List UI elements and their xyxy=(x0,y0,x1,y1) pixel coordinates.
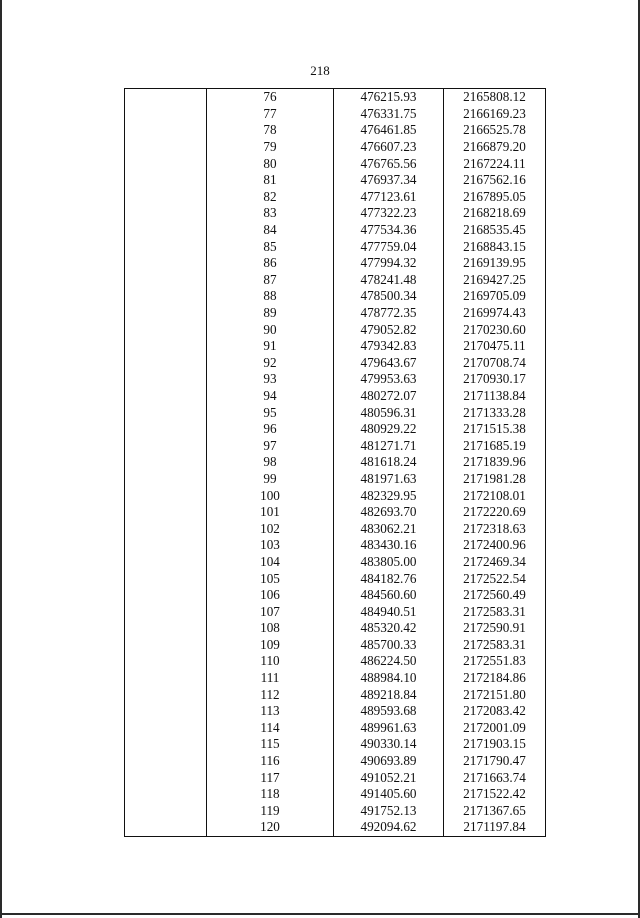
empty-cell xyxy=(125,189,207,206)
y-coordinate-cell: 2172083.42 xyxy=(444,703,546,720)
table-row xyxy=(125,570,546,587)
table-row xyxy=(125,603,546,620)
empty-cell xyxy=(125,106,207,123)
table-row xyxy=(125,454,546,471)
table-row xyxy=(125,172,546,189)
y-coordinate-cell: 2171138.84 xyxy=(444,388,546,405)
x-coordinate-cell: 491752.13 xyxy=(334,803,444,820)
point-number-cell: 114 xyxy=(207,720,334,737)
x-coordinate-cell: 478500.34 xyxy=(334,288,444,305)
point-number-cell: 115 xyxy=(207,736,334,753)
table-row xyxy=(125,106,546,123)
table-row xyxy=(125,238,546,255)
point-number-cell: 103 xyxy=(207,537,334,554)
table-row xyxy=(125,520,546,537)
empty-cell xyxy=(125,720,207,737)
point-number-cell: 88 xyxy=(207,288,334,305)
x-coordinate-cell: 484560.60 xyxy=(334,587,444,604)
table-row xyxy=(125,720,546,737)
x-coordinate-cell: 482693.70 xyxy=(334,504,444,521)
x-coordinate-cell: 479342.83 xyxy=(334,338,444,355)
y-coordinate-cell: 2172400.96 xyxy=(444,537,546,554)
y-coordinate-cell: 2172583.31 xyxy=(444,637,546,654)
y-coordinate-cell: 2170230.60 xyxy=(444,321,546,338)
table-row xyxy=(125,321,546,338)
table-row xyxy=(125,554,546,571)
y-coordinate-cell: 2172590.91 xyxy=(444,620,546,637)
empty-cell xyxy=(125,222,207,239)
x-coordinate-cell: 477759.04 xyxy=(334,238,444,255)
x-coordinate-cell: 482329.95 xyxy=(334,487,444,504)
point-number-cell: 110 xyxy=(207,653,334,670)
x-coordinate-cell: 476215.93 xyxy=(334,89,444,106)
y-coordinate-cell: 2172108.01 xyxy=(444,487,546,504)
point-number-cell: 93 xyxy=(207,371,334,388)
point-number-cell: 90 xyxy=(207,321,334,338)
empty-cell xyxy=(125,487,207,504)
point-number-cell: 79 xyxy=(207,139,334,156)
table-row xyxy=(125,437,546,454)
point-number-cell: 82 xyxy=(207,189,334,206)
empty-cell xyxy=(125,404,207,421)
table-row xyxy=(125,305,546,322)
coordinates-table xyxy=(124,88,546,837)
empty-cell xyxy=(125,338,207,355)
table-row xyxy=(125,338,546,355)
x-coordinate-cell: 483430.16 xyxy=(334,537,444,554)
point-number-cell: 76 xyxy=(207,89,334,106)
point-number-cell: 111 xyxy=(207,670,334,687)
x-coordinate-cell: 476461.85 xyxy=(334,122,444,139)
y-coordinate-cell: 2172469.34 xyxy=(444,554,546,571)
table-row xyxy=(125,371,546,388)
point-number-cell: 100 xyxy=(207,487,334,504)
point-number-cell: 109 xyxy=(207,637,334,654)
y-coordinate-cell: 2166525.78 xyxy=(444,122,546,139)
empty-cell xyxy=(125,554,207,571)
y-coordinate-cell: 2171522.42 xyxy=(444,786,546,803)
point-number-cell: 77 xyxy=(207,106,334,123)
empty-cell xyxy=(125,89,207,106)
y-coordinate-cell: 2167895.05 xyxy=(444,189,546,206)
x-coordinate-cell: 484940.51 xyxy=(334,603,444,620)
x-coordinate-cell: 490693.89 xyxy=(334,753,444,770)
y-coordinate-cell: 2172001.09 xyxy=(444,720,546,737)
empty-cell xyxy=(125,139,207,156)
empty-cell xyxy=(125,388,207,405)
empty-cell xyxy=(125,305,207,322)
table-row xyxy=(125,637,546,654)
table-row xyxy=(125,272,546,289)
table-row xyxy=(125,803,546,820)
y-coordinate-cell: 2168535.45 xyxy=(444,222,546,239)
coordinates-table-body xyxy=(125,89,546,837)
table-row xyxy=(125,703,546,720)
empty-cell xyxy=(125,205,207,222)
table-row xyxy=(125,155,546,172)
table-row xyxy=(125,686,546,703)
point-number-cell: 101 xyxy=(207,504,334,521)
point-number-cell: 105 xyxy=(207,570,334,587)
table-row xyxy=(125,222,546,239)
y-coordinate-cell: 2166879.20 xyxy=(444,139,546,156)
empty-cell xyxy=(125,769,207,786)
table-row xyxy=(125,504,546,521)
y-coordinate-cell: 2171903.15 xyxy=(444,736,546,753)
table-row xyxy=(125,670,546,687)
point-number-cell: 94 xyxy=(207,388,334,405)
empty-cell xyxy=(125,454,207,471)
empty-cell xyxy=(125,570,207,587)
point-number-cell: 102 xyxy=(207,520,334,537)
point-number-cell: 107 xyxy=(207,603,334,620)
y-coordinate-cell: 2167562.16 xyxy=(444,172,546,189)
table-row xyxy=(125,139,546,156)
y-coordinate-cell: 2169974.43 xyxy=(444,305,546,322)
y-coordinate-cell: 2170475.11 xyxy=(444,338,546,355)
table-row xyxy=(125,620,546,637)
x-coordinate-cell: 489218.84 xyxy=(334,686,444,703)
point-number-cell: 87 xyxy=(207,272,334,289)
y-coordinate-cell: 2165808.12 xyxy=(444,89,546,106)
point-number-cell: 120 xyxy=(207,819,334,836)
y-coordinate-cell: 2171685.19 xyxy=(444,437,546,454)
table-row xyxy=(125,653,546,670)
y-coordinate-cell: 2170708.74 xyxy=(444,355,546,372)
empty-cell xyxy=(125,753,207,770)
table-row xyxy=(125,537,546,554)
x-coordinate-cell: 477994.32 xyxy=(334,255,444,272)
x-coordinate-cell: 480929.22 xyxy=(334,421,444,438)
table-row xyxy=(125,587,546,604)
table-row xyxy=(125,753,546,770)
empty-cell xyxy=(125,172,207,189)
y-coordinate-cell: 2169139.95 xyxy=(444,255,546,272)
x-coordinate-cell: 491405.60 xyxy=(334,786,444,803)
point-number-cell: 98 xyxy=(207,454,334,471)
point-number-cell: 95 xyxy=(207,404,334,421)
x-coordinate-cell: 478241.48 xyxy=(334,272,444,289)
table-row xyxy=(125,769,546,786)
x-coordinate-cell: 477322.23 xyxy=(334,205,444,222)
empty-cell xyxy=(125,238,207,255)
y-coordinate-cell: 2171197.84 xyxy=(444,819,546,836)
point-number-cell: 112 xyxy=(207,686,334,703)
x-coordinate-cell: 481271.71 xyxy=(334,437,444,454)
empty-cell xyxy=(125,272,207,289)
empty-cell xyxy=(125,504,207,521)
x-coordinate-cell: 489593.68 xyxy=(334,703,444,720)
point-number-cell: 80 xyxy=(207,155,334,172)
point-number-cell: 84 xyxy=(207,222,334,239)
table-row xyxy=(125,786,546,803)
point-number-cell: 78 xyxy=(207,122,334,139)
empty-cell xyxy=(125,421,207,438)
empty-cell xyxy=(125,786,207,803)
y-coordinate-cell: 2171367.65 xyxy=(444,803,546,820)
y-coordinate-cell: 2166169.23 xyxy=(444,106,546,123)
table-row xyxy=(125,288,546,305)
empty-cell xyxy=(125,686,207,703)
empty-cell xyxy=(125,437,207,454)
x-coordinate-cell: 476331.75 xyxy=(334,106,444,123)
point-number-cell: 119 xyxy=(207,803,334,820)
empty-cell xyxy=(125,620,207,637)
y-coordinate-cell: 2172551.83 xyxy=(444,653,546,670)
x-coordinate-cell: 478772.35 xyxy=(334,305,444,322)
empty-cell xyxy=(125,670,207,687)
page-edge-bottom xyxy=(0,913,640,915)
table-row xyxy=(125,388,546,405)
empty-cell xyxy=(125,371,207,388)
table-row xyxy=(125,819,546,836)
table-row xyxy=(125,189,546,206)
y-coordinate-cell: 2172560.49 xyxy=(444,587,546,604)
y-coordinate-cell: 2171663.74 xyxy=(444,769,546,786)
empty-cell xyxy=(125,803,207,820)
empty-cell xyxy=(125,603,207,620)
point-number-cell: 96 xyxy=(207,421,334,438)
empty-cell xyxy=(125,587,207,604)
point-number-cell: 92 xyxy=(207,355,334,372)
point-number-cell: 81 xyxy=(207,172,334,189)
x-coordinate-cell: 486224.50 xyxy=(334,653,444,670)
y-coordinate-cell: 2171515.38 xyxy=(444,421,546,438)
x-coordinate-cell: 476765.56 xyxy=(334,155,444,172)
x-coordinate-cell: 485700.33 xyxy=(334,637,444,654)
table-row xyxy=(125,89,546,106)
x-coordinate-cell: 491052.21 xyxy=(334,769,444,786)
table-row xyxy=(125,255,546,272)
x-coordinate-cell: 484182.76 xyxy=(334,570,444,587)
empty-cell xyxy=(125,471,207,488)
y-coordinate-cell: 2171790.47 xyxy=(444,753,546,770)
table-row xyxy=(125,487,546,504)
point-number-cell: 106 xyxy=(207,587,334,604)
point-number-cell: 85 xyxy=(207,238,334,255)
y-coordinate-cell: 2172151.80 xyxy=(444,686,546,703)
x-coordinate-cell: 488984.10 xyxy=(334,670,444,687)
empty-cell xyxy=(125,321,207,338)
y-coordinate-cell: 2172522.54 xyxy=(444,570,546,587)
y-coordinate-cell: 2168843.15 xyxy=(444,238,546,255)
empty-cell xyxy=(125,355,207,372)
empty-cell xyxy=(125,819,207,836)
empty-cell xyxy=(125,653,207,670)
y-coordinate-cell: 2172583.31 xyxy=(444,603,546,620)
empty-cell xyxy=(125,736,207,753)
x-coordinate-cell: 477123.61 xyxy=(334,189,444,206)
table-row xyxy=(125,205,546,222)
empty-cell xyxy=(125,155,207,172)
empty-cell xyxy=(125,537,207,554)
x-coordinate-cell: 490330.14 xyxy=(334,736,444,753)
y-coordinate-cell: 2172318.63 xyxy=(444,520,546,537)
y-coordinate-cell: 2172220.69 xyxy=(444,504,546,521)
y-coordinate-cell: 2171333.28 xyxy=(444,404,546,421)
empty-cell xyxy=(125,637,207,654)
point-number-cell: 91 xyxy=(207,338,334,355)
table-row xyxy=(125,736,546,753)
x-coordinate-cell: 483805.00 xyxy=(334,554,444,571)
y-coordinate-cell: 2171981.28 xyxy=(444,471,546,488)
x-coordinate-cell: 481971.63 xyxy=(334,471,444,488)
table-row xyxy=(125,122,546,139)
x-coordinate-cell: 479052.82 xyxy=(334,321,444,338)
empty-cell xyxy=(125,255,207,272)
y-coordinate-cell: 2169705.09 xyxy=(444,288,546,305)
x-coordinate-cell: 476607.23 xyxy=(334,139,444,156)
x-coordinate-cell: 477534.36 xyxy=(334,222,444,239)
x-coordinate-cell: 483062.21 xyxy=(334,520,444,537)
x-coordinate-cell: 479643.67 xyxy=(334,355,444,372)
table-row xyxy=(125,471,546,488)
x-coordinate-cell: 489961.63 xyxy=(334,720,444,737)
y-coordinate-cell: 2167224.11 xyxy=(444,155,546,172)
table-row xyxy=(125,421,546,438)
point-number-cell: 89 xyxy=(207,305,334,322)
page-edge-left xyxy=(0,0,2,918)
x-coordinate-cell: 479953.63 xyxy=(334,371,444,388)
y-coordinate-cell: 2168218.69 xyxy=(444,205,546,222)
empty-cell xyxy=(125,520,207,537)
x-coordinate-cell: 480272.07 xyxy=(334,388,444,405)
point-number-cell: 113 xyxy=(207,703,334,720)
empty-cell xyxy=(125,703,207,720)
point-number-cell: 99 xyxy=(207,471,334,488)
point-number-cell: 116 xyxy=(207,753,334,770)
y-coordinate-cell: 2169427.25 xyxy=(444,272,546,289)
point-number-cell: 86 xyxy=(207,255,334,272)
x-coordinate-cell: 492094.62 xyxy=(334,819,444,836)
point-number-cell: 108 xyxy=(207,620,334,637)
x-coordinate-cell: 485320.42 xyxy=(334,620,444,637)
point-number-cell: 118 xyxy=(207,786,334,803)
point-number-cell: 97 xyxy=(207,437,334,454)
y-coordinate-cell: 2172184.86 xyxy=(444,670,546,687)
table-row xyxy=(125,404,546,421)
point-number-cell: 117 xyxy=(207,769,334,786)
table-row xyxy=(125,355,546,372)
point-number-cell: 104 xyxy=(207,554,334,571)
page-number: 218 xyxy=(310,63,330,78)
x-coordinate-cell: 480596.31 xyxy=(334,404,444,421)
x-coordinate-cell: 481618.24 xyxy=(334,454,444,471)
empty-cell xyxy=(125,122,207,139)
empty-cell xyxy=(125,288,207,305)
y-coordinate-cell: 2171839.96 xyxy=(444,454,546,471)
y-coordinate-cell: 2170930.17 xyxy=(444,371,546,388)
x-coordinate-cell: 476937.34 xyxy=(334,172,444,189)
point-number-cell: 83 xyxy=(207,205,334,222)
